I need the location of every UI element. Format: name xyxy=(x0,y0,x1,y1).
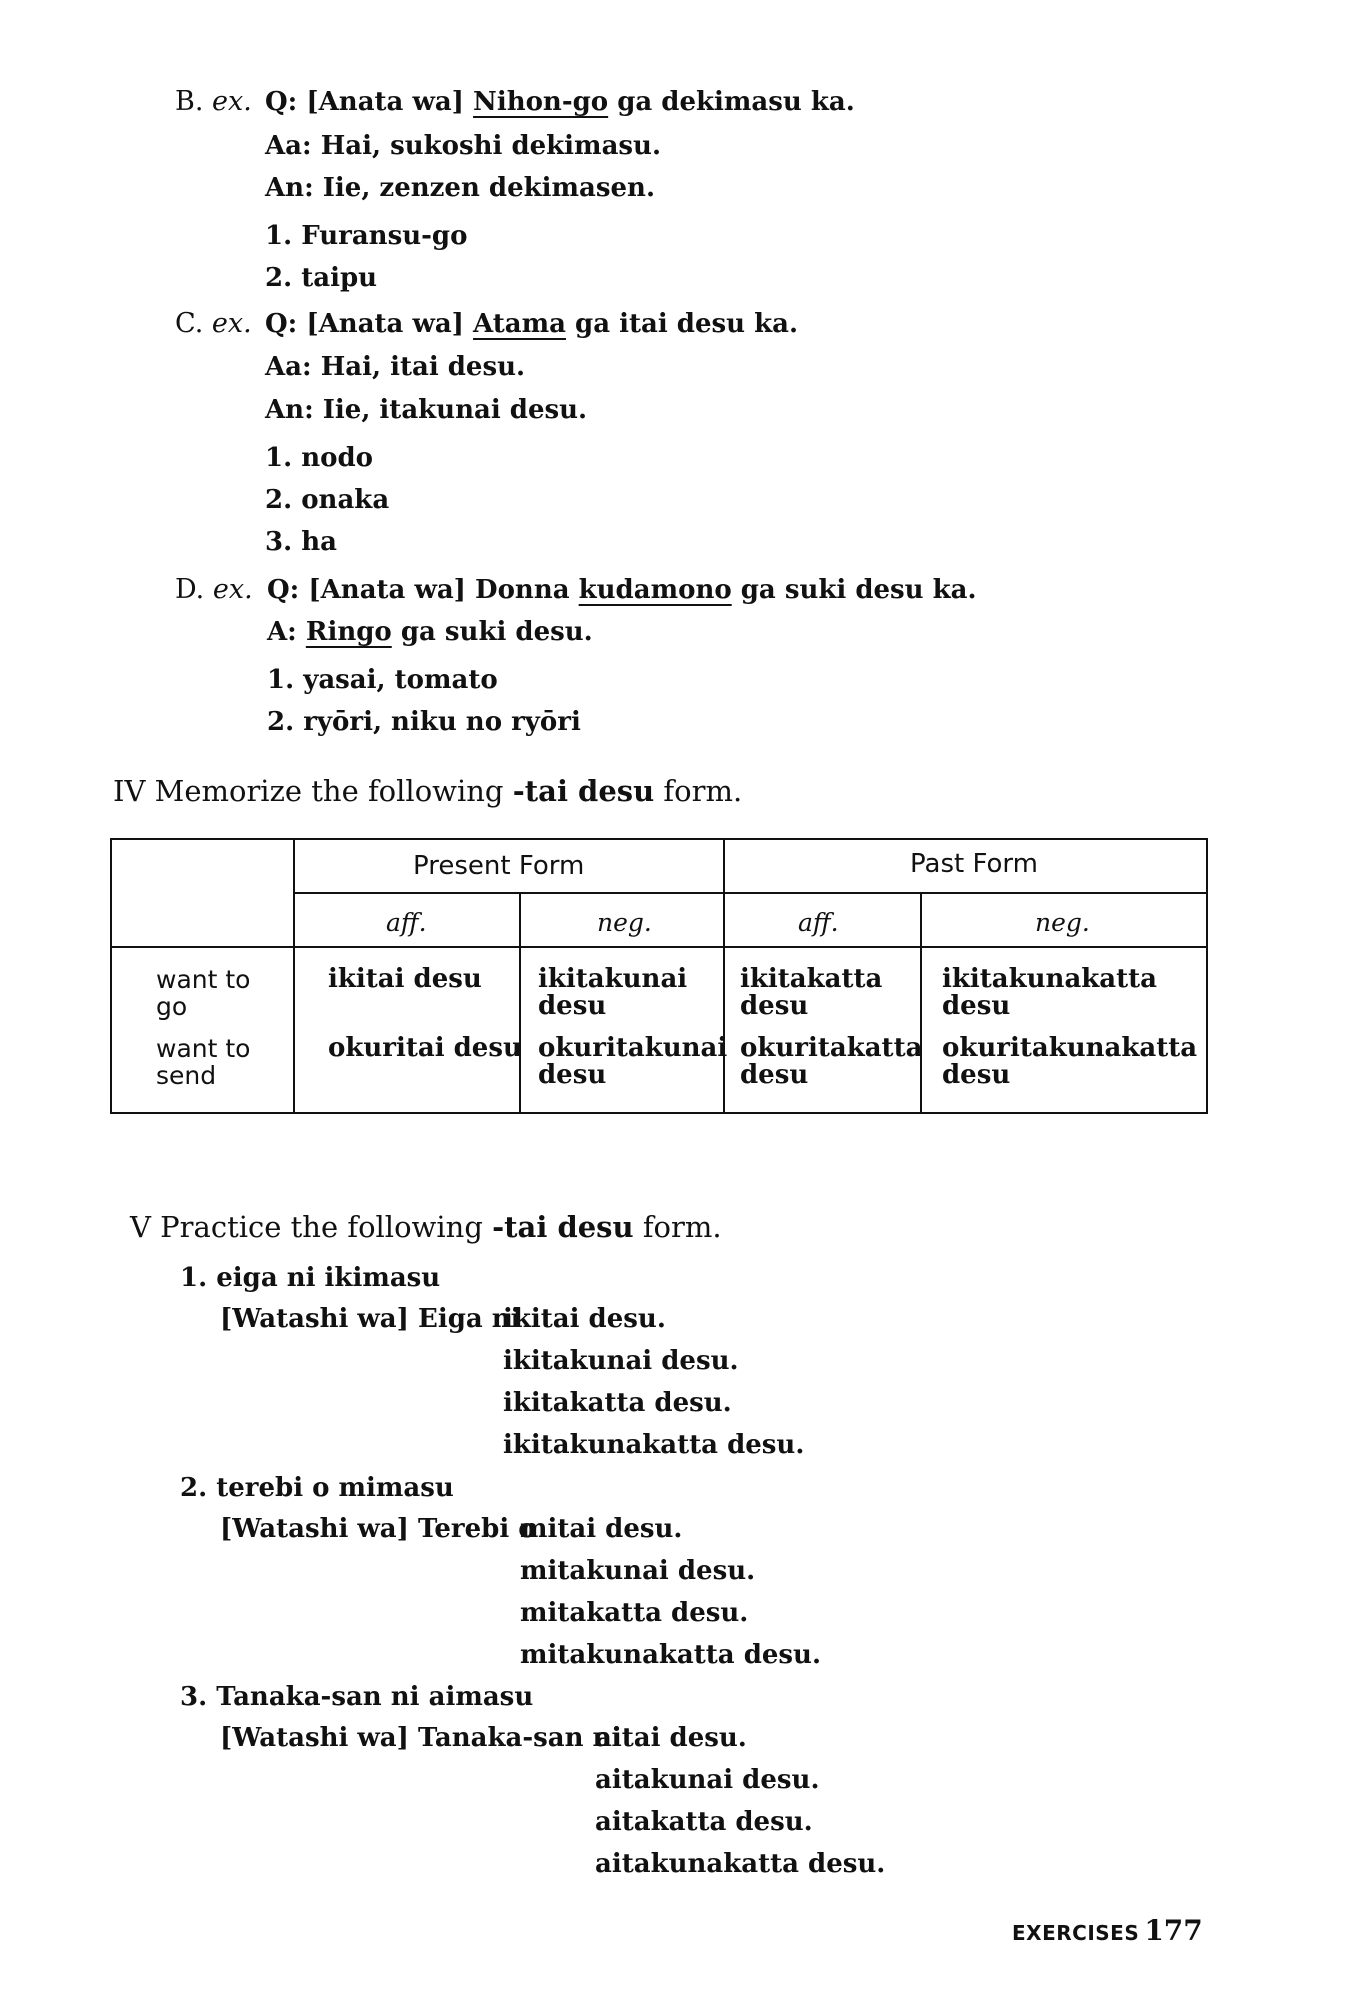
list-item: 1. Furansu-go xyxy=(265,221,468,251)
question-line: Q: [Anata wa] Nihon-go ga dekimasu ka. xyxy=(265,87,855,117)
header-neg: neg. xyxy=(597,908,652,937)
table-divider xyxy=(519,894,521,1112)
list-item: 2. onaka xyxy=(265,485,390,515)
answer-affirmative: Aa: Hai, sukoshi dekimasu. xyxy=(265,131,662,161)
section-iv-heading: IV Memorize the following -tai desu form. xyxy=(113,774,743,808)
row-label: want to send xyxy=(156,1034,251,1090)
table-cell: ikitakatta desu xyxy=(740,964,883,1021)
practice-form: ikitakatta desu. xyxy=(503,1388,732,1418)
header-aff: aff. xyxy=(386,908,427,937)
practice-verb: 2. terebi o mimasu xyxy=(180,1473,454,1503)
practice-form: aitakunai desu. xyxy=(595,1765,820,1795)
table-cell: okuritakunakatta desu xyxy=(942,1033,1198,1090)
section-v-heading: V Practice the following -tai desu form. xyxy=(130,1210,722,1244)
list-item: 3. ha xyxy=(265,527,337,557)
list-item: 2. taipu xyxy=(265,263,378,293)
practice-form: aitakunakatta desu. xyxy=(595,1849,886,1879)
header-aff: aff. xyxy=(798,908,839,937)
list-item: 2. ryōri, niku no ryōri xyxy=(267,707,581,737)
list-item: 1. yasai, tomato xyxy=(267,665,498,695)
practice-subject: [Watashi wa] Terebi o xyxy=(220,1514,536,1544)
page-number: 177 xyxy=(1144,1914,1203,1947)
answer-affirmative: Aa: Hai, itai desu. xyxy=(265,352,526,382)
practice-subject: [Watashi wa] Eiga ni xyxy=(220,1304,521,1334)
row-label: want to go xyxy=(156,965,251,1021)
practice-verb: 3. Tanaka-san ni aimasu xyxy=(180,1682,534,1712)
tai-desu-table xyxy=(110,838,1208,1114)
table-cell: ikitai desu xyxy=(328,964,482,994)
section-label-b: B. ex. xyxy=(175,86,252,117)
table-divider xyxy=(293,892,1206,894)
question-line: Q: [Anata wa] Donna kudamono ga suki desu ka. xyxy=(267,575,977,605)
table-cell: okuritakunai desu xyxy=(538,1033,728,1090)
practice-subject: [Watashi wa] Tanaka-san ni xyxy=(220,1723,622,1753)
table-divider xyxy=(112,946,1206,948)
practice-form: ikitakunakatta desu. xyxy=(503,1430,805,1460)
practice-form: ikitai desu. xyxy=(503,1304,666,1334)
practice-form: aitai desu. xyxy=(595,1723,747,1753)
practice-verb: 1. eiga ni ikimasu xyxy=(180,1263,441,1293)
table-divider xyxy=(293,840,295,1112)
header-present-form: Present Form xyxy=(413,851,585,881)
list-item: 1. nodo xyxy=(265,443,373,473)
practice-form: mitakunakatta desu. xyxy=(520,1640,822,1670)
question-line: Q: [Anata wa] Atama ga itai desu ka. xyxy=(265,309,799,339)
practice-form: aitakatta desu. xyxy=(595,1807,813,1837)
table-cell: ikitakunakatta desu xyxy=(942,964,1158,1021)
practice-form: mitakatta desu. xyxy=(520,1598,749,1628)
answer-negative: An: Iie, itakunai desu. xyxy=(265,395,588,425)
running-footer: EXERCISES xyxy=(1012,1921,1140,1945)
page-footer xyxy=(1012,1914,1203,1947)
practice-form: mitai desu. xyxy=(520,1514,683,1544)
header-neg: neg. xyxy=(1035,908,1090,937)
header-past-form: Past Form xyxy=(910,849,1038,879)
section-label-c: C. ex. xyxy=(175,308,252,339)
answer-line: A: Ringo ga suki desu. xyxy=(267,617,593,647)
practice-form: mitakunai desu. xyxy=(520,1556,756,1586)
table-cell: okuritai desu xyxy=(328,1033,522,1063)
section-label-d: D. ex. xyxy=(175,574,253,605)
table-cell: ikitakunai desu xyxy=(538,964,688,1021)
answer-negative: An: Iie, zenzen dekimasen. xyxy=(265,173,656,203)
table-cell: okuritakatta desu xyxy=(740,1033,923,1090)
practice-form: ikitakunai desu. xyxy=(503,1346,739,1376)
